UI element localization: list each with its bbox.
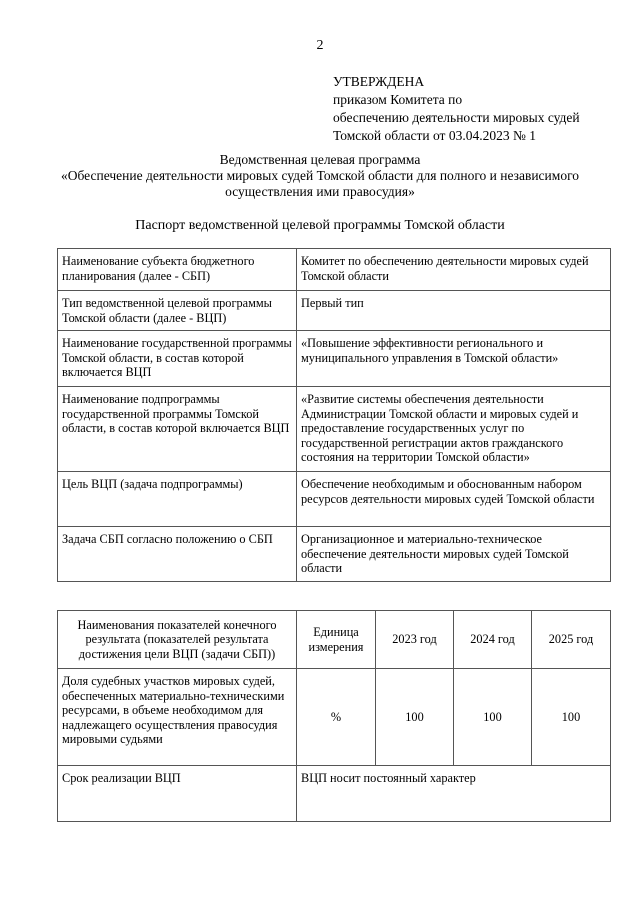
row-label: Наименование подпрограммы государственной программы Томской области, в состав которой включается ВЦП	[58, 387, 297, 472]
table-row	[58, 527, 611, 582]
table-row	[58, 291, 611, 331]
indicator-value-2023: 100	[376, 669, 454, 766]
program-title	[40, 152, 600, 200]
indicator-name: Доля судебных участков мировых судей, обеспеченных материально-техническими ресурсами, в объеме необходимом для надлежащего осуществления правосудия мировыми судьями	[58, 669, 297, 766]
program-title-line2: «Обеспечение деятельности мировых судей Томской области для полного и независимого осуществления ими правосудия»	[60, 168, 580, 199]
row-value: Комитет по обеспечению деятельности мировых судей Томской области	[297, 249, 611, 291]
header-indicator-name: Наименования показателей конечного результата (показателей результата достижения цели ВЦП (задачи СБП))	[58, 611, 297, 669]
row-value: «Развитие системы обеспечения деятельности Администрации Томской области и мировых судей и предоставление государственных услуг по государственной регистрации актов гражданского состояния на территории Томской области»	[297, 387, 611, 472]
term-value: ВЦП носит постоянный характер	[297, 766, 611, 822]
page-number: 2	[316, 38, 324, 53]
header-year-2024: 2024 год	[454, 611, 532, 669]
table-row	[58, 387, 611, 472]
table-row	[58, 766, 611, 822]
term-label: Срок реализации ВЦП	[58, 766, 297, 822]
row-label: Тип ведомственной целевой программы Томской области (далее - ВЦП)	[58, 291, 297, 331]
row-label: Наименование государственной программы Томской области, в состав которой включается ВЦП	[58, 331, 297, 387]
row-value: «Повышение эффективности регионального и муниципального управления в Томской области»	[297, 331, 611, 387]
approval-line: обеспечению деятельности мировых судей	[333, 110, 580, 125]
table-row	[58, 669, 611, 766]
table-header-row	[58, 611, 611, 669]
header-year-2023: 2023 год	[376, 611, 454, 669]
table-row	[58, 331, 611, 387]
row-label: Наименование субъекта бюджетного планирования (далее - СБП)	[58, 249, 297, 291]
approval-line: приказом Комитета по	[333, 92, 463, 107]
row-value: Организационное и материально-техническое обеспечение деятельности мировых судей Томской области	[297, 527, 611, 582]
program-title-line1: Ведомственная целевая программа	[219, 152, 421, 167]
passport-heading: Паспорт ведомственной целевой программы Томской области	[135, 218, 505, 233]
table-row	[58, 249, 611, 291]
approval-line: Томской области от 03.04.2023 № 1	[333, 128, 536, 143]
header-year-2025: 2025 год	[532, 611, 611, 669]
row-label: Задача СБП согласно положению о СБП	[58, 527, 297, 582]
indicator-value-2024: 100	[454, 669, 532, 766]
row-value: Обеспечение необходимым и обоснованным набором ресурсов деятельности мировых судей Томской области	[297, 472, 611, 527]
passport-table	[57, 248, 611, 582]
indicator-unit: %	[297, 669, 376, 766]
row-label: Цель ВЦП (задача подпрограммы)	[58, 472, 297, 527]
indicators-table	[57, 610, 611, 822]
table-row	[58, 472, 611, 527]
indicator-value-2025: 100	[532, 669, 611, 766]
approval-line: УТВЕРЖДЕНА	[333, 74, 425, 89]
header-unit: Единица измерения	[297, 611, 376, 669]
row-value: Первый тип	[297, 291, 611, 331]
approval-stamp	[333, 73, 580, 145]
